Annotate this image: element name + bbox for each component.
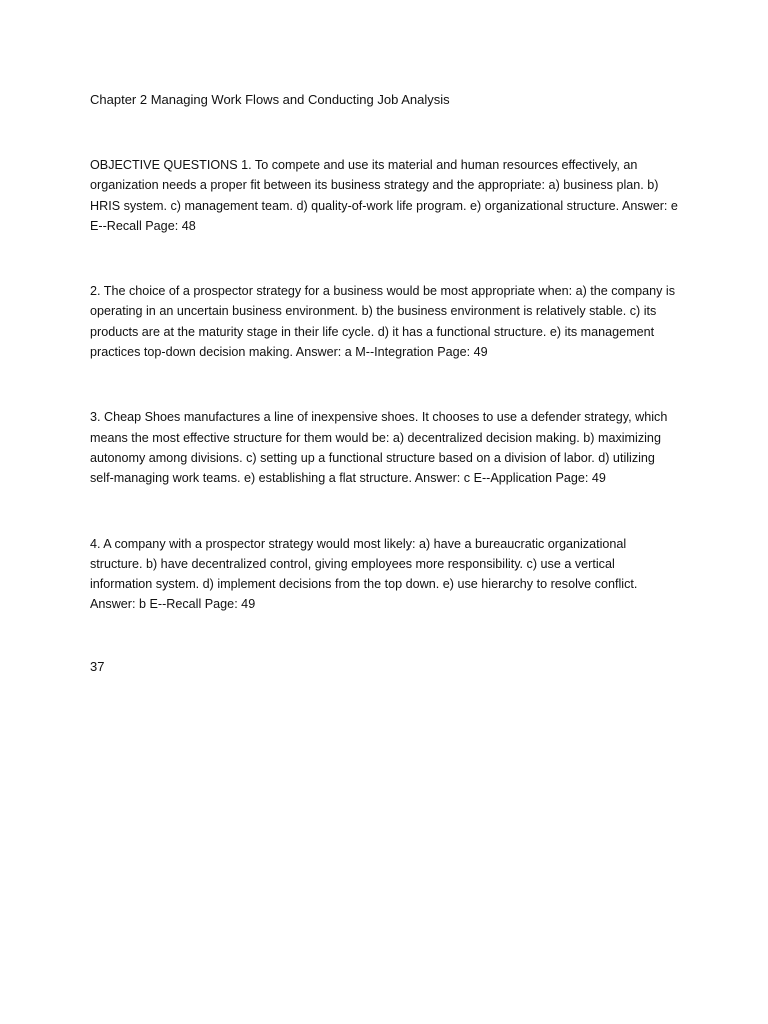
question-4: 4. A company with a prospector strategy would most likely: a) have a bureaucratic organizational structure. b) have decentralized control, giving employees more responsibility. c) use a vertical information system. d) implement decisions from the top down. e) use hierarchy to resolve conflict. Answer: b E--Recall Page: 49 [90, 536, 638, 612]
page-content [90, 90, 680, 677]
page-number: 37 [90, 658, 105, 674]
chapter-title: Chapter 2 Managing Work Flows and Conducting Job Analysis [90, 92, 450, 107]
question-1: OBJECTIVE QUESTIONS 1. To compete and use its material and human resources effectively, an organization needs a proper fit between its business strategy and the appropriate: a) business plan. b) HRIS system. c) management team. d) quality-of-work life program. e) organizational structure. Answer: e E--Recall Page: 48 [90, 158, 678, 233]
question-3: 3. Cheap Shoes manufactures a line of inexpensive shoes. It chooses to use a defender strategy, which means the most effective structure for them would be: a) decentralized decision making. b) maximizing autonomy among divisions. c) setting up a functional structure based on a division of labor. d) utilizing self-managing work teams. e) establishing a flat structure. Answer: c E--Application Page: 49 [90, 410, 668, 486]
question-2: 2. The choice of a prospector strategy for a business would be most appropriate when: a) the company is operating in an uncertain business environment. b) the business environment is relatively stable. c) its products are at the maturity stage in their life cycle. d) it has a functional structure. e) its management practices top-down decision making. Answer: a M--Integration Page: 49 [90, 284, 675, 360]
